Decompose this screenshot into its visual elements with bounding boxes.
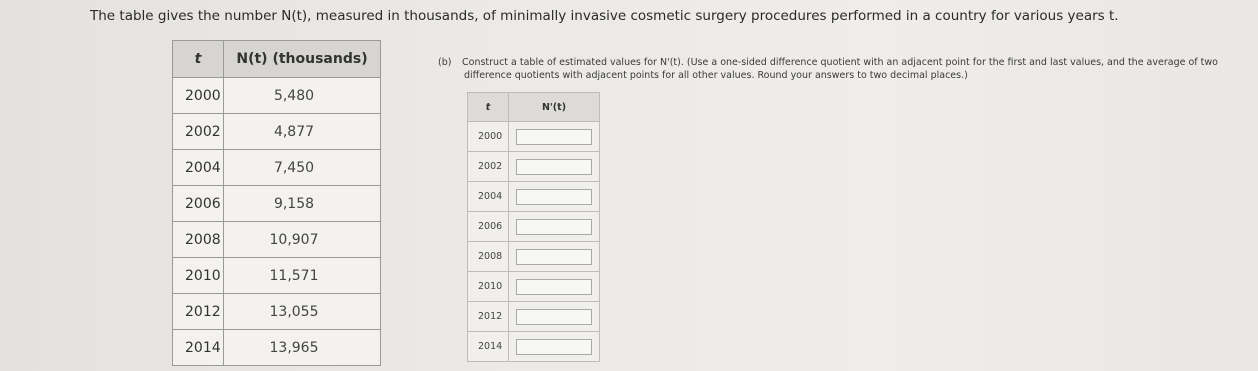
derivative-column-header-t: t [468,93,509,122]
derivative-row [468,242,600,272]
value-cell: 10,907 [224,222,381,258]
derivative-input-2004[interactable] [516,189,592,205]
derivative-row [468,332,600,362]
derivative-input-cell [509,122,600,152]
derivative-year-cell: 2008 [468,242,509,272]
table-row [173,78,381,114]
table-row [173,294,381,330]
year-cell: 2000 [173,78,224,114]
derivative-input-cell [509,152,600,182]
value-cell: 13,055 [224,294,381,330]
derivative-table [467,92,600,362]
year-cell: 2012 [173,294,224,330]
derivative-row [468,182,600,212]
derivative-input-2008[interactable] [516,249,592,265]
derivative-year-cell: 2012 [468,302,509,332]
problem-statement: The table gives the number N(t), measured in thousands, of minimally invasive cosmetic surgery procedures performed in a country for various years t. [90,8,1119,24]
derivative-year-cell: 2002 [468,152,509,182]
derivative-input-cell [509,302,600,332]
derivative-input-cell [509,212,600,242]
table-row [173,222,381,258]
year-cell: 2014 [173,330,224,366]
value-cell: 9,158 [224,186,381,222]
column-header-n: N(t) (thousands) [224,41,381,78]
part-b-instruction-line-2: difference quotients with adjacent points for all other values. Round your answers to two decimal places.) [464,70,968,81]
derivative-year-cell: 2006 [468,212,509,242]
derivative-input-cell [509,182,600,212]
value-cell: 5,480 [224,78,381,114]
derivative-row [468,122,600,152]
derivative-year-cell: 2014 [468,332,509,362]
value-cell: 13,965 [224,330,381,366]
part-b-label: (b) [438,57,452,68]
table-header-row [173,41,381,78]
derivative-row [468,302,600,332]
derivative-input-2012[interactable] [516,309,592,325]
derivative-input-2014[interactable] [516,339,592,355]
derivative-year-cell: 2010 [468,272,509,302]
derivative-column-header-nprime: N'(t) [509,93,600,122]
n-of-t-table [172,40,381,366]
year-cell: 2006 [173,186,224,222]
derivative-input-2010[interactable] [516,279,592,295]
derivative-input-2000[interactable] [516,129,592,145]
table-row [173,186,381,222]
year-cell: 2010 [173,258,224,294]
table-row [173,330,381,366]
derivative-input-2006[interactable] [516,219,592,235]
part-b-instruction-line-1: Construct a table of estimated values for N'(t). (Use a one-sided difference quotient with an adjacent point for the first and last values, and the average of two [462,57,1218,68]
value-cell: 7,450 [224,150,381,186]
column-header-t: t [173,41,224,78]
derivative-input-cell [509,332,600,362]
value-cell: 11,571 [224,258,381,294]
table-row [173,114,381,150]
derivative-input-2002[interactable] [516,159,592,175]
value-cell: 4,877 [224,114,381,150]
derivative-input-cell [509,272,600,302]
part-b-instructions [438,56,1258,82]
year-cell: 2008 [173,222,224,258]
year-cell: 2004 [173,150,224,186]
year-cell: 2002 [173,114,224,150]
table-row [173,150,381,186]
derivative-row [468,212,600,242]
derivative-year-cell: 2004 [468,182,509,212]
derivative-row [468,152,600,182]
derivative-row [468,272,600,302]
derivative-input-cell [509,242,600,272]
derivative-year-cell: 2000 [468,122,509,152]
derivative-header-row [468,93,600,122]
table-row [173,258,381,294]
